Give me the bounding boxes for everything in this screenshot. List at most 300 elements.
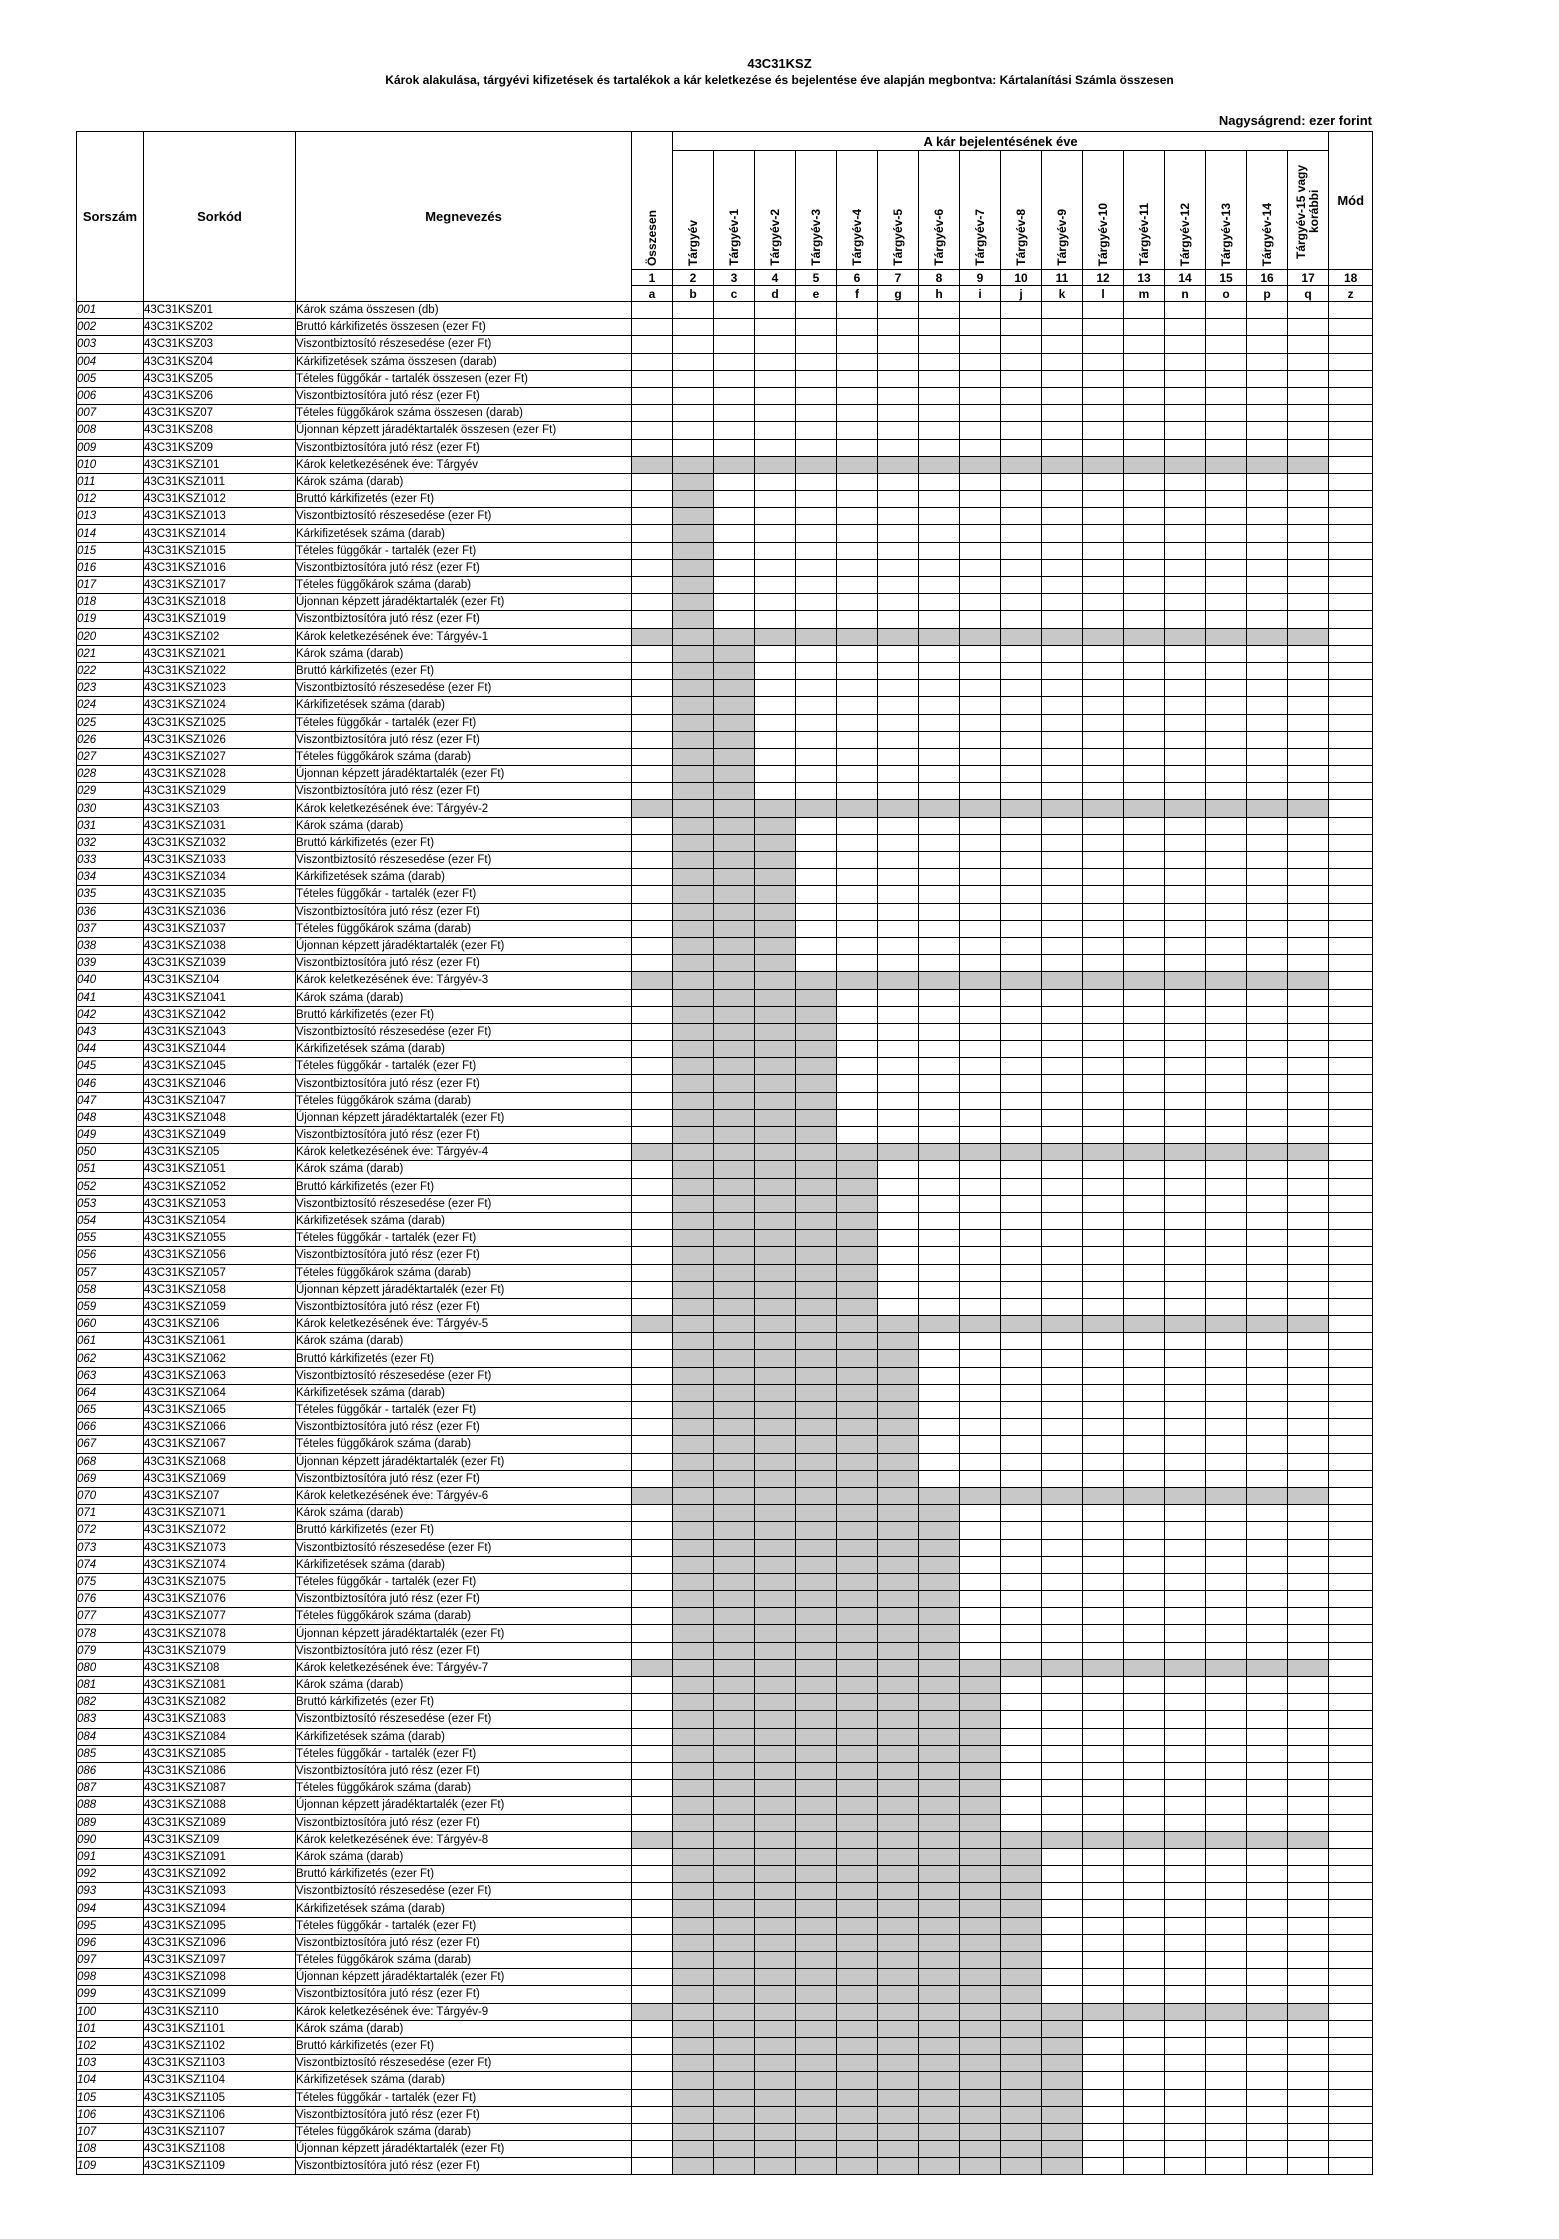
- grid-cell: [1124, 1041, 1165, 1058]
- column-letter: j: [1001, 286, 1042, 302]
- grid-cell: [1001, 542, 1042, 559]
- grid-cell: [1206, 1762, 1247, 1779]
- grid-cell: [1124, 834, 1165, 851]
- grid-cell: [1165, 920, 1206, 937]
- grid-cell: [755, 319, 796, 336]
- grid-cell: [1165, 852, 1206, 869]
- table-row: [77, 2123, 1373, 2140]
- grid-cell: [878, 611, 919, 628]
- grid-cell: [1206, 2055, 1247, 2072]
- grid-cell: [632, 972, 673, 989]
- row-number: 012: [77, 491, 144, 508]
- grid-cell: [1165, 559, 1206, 576]
- table-row: [77, 1436, 1373, 1453]
- grid-cell: [796, 1470, 837, 1487]
- column-letter: l: [1083, 286, 1124, 302]
- grid-cell: [1329, 783, 1373, 800]
- grid-cell: [919, 2089, 960, 2106]
- row-code: 43C31KSZ1104: [144, 2072, 296, 2089]
- row-name: Viszontbiztosítóra jutó rész (ezer Ft): [296, 903, 632, 920]
- grid-cell: [755, 1384, 796, 1401]
- grid-cell: [673, 336, 714, 353]
- grid-cell: [755, 1625, 796, 1642]
- grid-cell: [1288, 1144, 1329, 1161]
- grid-cell: [632, 1247, 673, 1264]
- column-number: 2: [673, 270, 714, 286]
- grid-cell: [1001, 852, 1042, 869]
- grid-cell: [878, 542, 919, 559]
- grid-cell: [632, 336, 673, 353]
- grid-cell: [1288, 1333, 1329, 1350]
- grid-cell: [837, 370, 878, 387]
- col-header-label: Tárgyév-1: [726, 209, 741, 266]
- grid-cell: [1165, 1745, 1206, 1762]
- grid-cell: [1206, 1591, 1247, 1608]
- grid-cell: [1042, 697, 1083, 714]
- grid-cell: [1042, 1453, 1083, 1470]
- grid-cell: [960, 1591, 1001, 1608]
- grid-cell: [1001, 1247, 1042, 1264]
- table-row: [77, 473, 1373, 490]
- grid-cell: [755, 1780, 796, 1797]
- grid-cell: [1001, 1831, 1042, 1848]
- grid-cell: [1329, 1195, 1373, 1212]
- grid-cell: [1206, 594, 1247, 611]
- grid-cell: [673, 1144, 714, 1161]
- grid-cell: [714, 1144, 755, 1161]
- grid-cell: [1206, 972, 1247, 989]
- grid-cell: [796, 594, 837, 611]
- table-row: [77, 1591, 1373, 1608]
- row-code: 43C31KSZ1038: [144, 937, 296, 954]
- grid-cell: [755, 1642, 796, 1659]
- grid-cell: [1124, 2123, 1165, 2140]
- grid-cell: [1083, 302, 1124, 319]
- grid-cell: [919, 1058, 960, 1075]
- grid-cell: [673, 1230, 714, 1247]
- grid-cell: [878, 937, 919, 954]
- grid-cell: [1083, 783, 1124, 800]
- grid-cell: [1165, 1144, 1206, 1161]
- grid-cell: [1247, 1367, 1288, 1384]
- grid-cell: [1247, 387, 1288, 404]
- table-row: [77, 1866, 1373, 1883]
- row-code: 43C31KSZ1109: [144, 2158, 296, 2175]
- grid-cell: [1247, 748, 1288, 765]
- grid-cell: [1206, 1023, 1247, 1040]
- col-header-label: Összesen: [644, 209, 659, 266]
- grid-cell: [837, 473, 878, 490]
- grid-cell: [1288, 1728, 1329, 1745]
- grid-cell: [1329, 1212, 1373, 1229]
- grid-cell: [1001, 2089, 1042, 2106]
- grid-cell: [632, 1384, 673, 1401]
- grid-cell: [1288, 387, 1329, 404]
- grid-cell: [1001, 680, 1042, 697]
- grid-cell: [1124, 886, 1165, 903]
- grid-cell: [1165, 714, 1206, 731]
- grid-cell: [878, 1745, 919, 1762]
- grid-cell: [1329, 1917, 1373, 1934]
- grid-cell: [755, 886, 796, 903]
- row-name: Viszontbiztosítóra jutó rész (ezer Ft): [296, 1642, 632, 1659]
- row-name: Újonnan képzett járadéktartalék (ezer Ft): [296, 766, 632, 783]
- grid-cell: [837, 748, 878, 765]
- table-row: [77, 1711, 1373, 1728]
- grid-cell: [632, 1023, 673, 1040]
- grid-cell: [1247, 302, 1288, 319]
- grid-cell: [714, 1316, 755, 1333]
- grid-cell: [1001, 439, 1042, 456]
- grid-cell: [837, 1161, 878, 1178]
- grid-cell: [1247, 2089, 1288, 2106]
- table-row: [77, 852, 1373, 869]
- grid-cell: [1329, 2089, 1373, 2106]
- grid-cell: [1329, 2055, 1373, 2072]
- grid-cell: [1001, 1556, 1042, 1573]
- grid-cell: [919, 1728, 960, 1745]
- grid-cell: [1206, 852, 1247, 869]
- grid-cell: [1329, 1934, 1373, 1951]
- grid-cell: [755, 2037, 796, 2054]
- grid-cell: [1247, 1694, 1288, 1711]
- grid-cell: [878, 1762, 919, 1779]
- grid-cell: [796, 1298, 837, 1315]
- column-number: 6: [837, 270, 878, 286]
- grid-cell: [960, 611, 1001, 628]
- grid-cell: [796, 542, 837, 559]
- grid-cell: [1247, 2158, 1288, 2175]
- grid-cell: [1083, 577, 1124, 594]
- row-code: 43C31KSZ1015: [144, 542, 296, 559]
- grid-cell: [919, 662, 960, 679]
- grid-cell: [1165, 611, 1206, 628]
- grid-cell: [960, 559, 1001, 576]
- grid-cell: [1206, 1505, 1247, 1522]
- grid-cell: [1288, 697, 1329, 714]
- grid-cell: [632, 2037, 673, 2054]
- row-number: 029: [77, 783, 144, 800]
- grid-cell: [1165, 1848, 1206, 1865]
- grid-cell: [919, 1934, 960, 1951]
- grid-cell: [1001, 1333, 1042, 1350]
- column-number: 12: [1083, 270, 1124, 286]
- grid-cell: [960, 2072, 1001, 2089]
- grid-cell: [796, 387, 837, 404]
- grid-cell: [673, 697, 714, 714]
- grid-cell: [796, 473, 837, 490]
- grid-cell: [1247, 319, 1288, 336]
- grid-cell: [1206, 731, 1247, 748]
- row-code: 43C31KSZ1035: [144, 886, 296, 903]
- grid-cell: [714, 1298, 755, 1315]
- grid-cell: [1206, 1934, 1247, 1951]
- grid-cell: [919, 1041, 960, 1058]
- grid-cell: [1206, 2003, 1247, 2020]
- grid-cell: [837, 1745, 878, 1762]
- grid-cell: [1042, 1969, 1083, 1986]
- grid-cell: [878, 783, 919, 800]
- grid-cell: [878, 731, 919, 748]
- grid-cell: [1329, 886, 1373, 903]
- grid-cell: [1247, 353, 1288, 370]
- grid-cell: [632, 1178, 673, 1195]
- col-header-label: Tárgyév-11: [1136, 203, 1151, 266]
- grid-cell: [1206, 2089, 1247, 2106]
- grid-cell: [1083, 1556, 1124, 1573]
- grid-cell: [755, 1487, 796, 1504]
- grid-cell: [1083, 1591, 1124, 1608]
- table-row: [77, 1539, 1373, 1556]
- grid-cell: [673, 1195, 714, 1212]
- grid-cell: [960, 1522, 1001, 1539]
- grid-cell: [960, 1848, 1001, 1865]
- grid-cell: [960, 1247, 1001, 1264]
- row-code: 43C31KSZ102: [144, 628, 296, 645]
- grid-cell: [919, 903, 960, 920]
- grid-cell: [1083, 1247, 1124, 1264]
- row-number: 095: [77, 1917, 144, 1934]
- grid-cell: [673, 1900, 714, 1917]
- grid-cell: [878, 2003, 919, 2020]
- grid-cell: [960, 1333, 1001, 1350]
- grid-cell: [1124, 1917, 1165, 1934]
- grid-cell: [919, 766, 960, 783]
- grid-cell: [714, 1969, 755, 1986]
- row-name: Újonnan képzett járadéktartalék (ezer Ft): [296, 1625, 632, 1642]
- grid-cell: [878, 594, 919, 611]
- grid-cell: [960, 1127, 1001, 1144]
- grid-cell: [1165, 1230, 1206, 1247]
- row-name: Újonnan képzett járadéktartalék összesen (ezer Ft): [296, 422, 632, 439]
- grid-cell: [960, 1539, 1001, 1556]
- row-number: 086: [77, 1762, 144, 1779]
- grid-cell: [1042, 542, 1083, 559]
- grid-cell: [1124, 508, 1165, 525]
- grid-cell: [1165, 491, 1206, 508]
- grid-cell: [714, 1453, 755, 1470]
- row-name: Viszontbiztosítóra jutó rész (ezer Ft): [296, 387, 632, 404]
- grid-cell: [632, 2106, 673, 2123]
- grid-cell: [1001, 1694, 1042, 1711]
- grid-cell: [755, 336, 796, 353]
- grid-cell: [1042, 1178, 1083, 1195]
- grid-cell: [1165, 645, 1206, 662]
- grid-cell: [796, 319, 837, 336]
- row-name: Károk keletkezésének éve: Tárgyév-7: [296, 1659, 632, 1676]
- row-number: 057: [77, 1264, 144, 1281]
- grid-cell: [878, 370, 919, 387]
- row-number: 032: [77, 834, 144, 851]
- grid-cell: [714, 1934, 755, 1951]
- grid-cell: [1247, 1848, 1288, 1865]
- grid-cell: [1165, 1728, 1206, 1745]
- grid-cell: [1165, 748, 1206, 765]
- grid-cell: [632, 1161, 673, 1178]
- grid-cell: [1247, 1350, 1288, 1367]
- grid-cell: [755, 1367, 796, 1384]
- table-row: [77, 2037, 1373, 2054]
- grid-cell: [1124, 1212, 1165, 1229]
- grid-cell: [1165, 834, 1206, 851]
- grid-cell: [919, 353, 960, 370]
- grid-cell: [1206, 456, 1247, 473]
- grid-cell: [837, 1419, 878, 1436]
- grid-cell: [1247, 1264, 1288, 1281]
- grid-cell: [1288, 1677, 1329, 1694]
- grid-cell: [1083, 1453, 1124, 1470]
- grid-cell: [1165, 2089, 1206, 2106]
- grid-cell: [714, 1281, 755, 1298]
- grid-cell: [1247, 491, 1288, 508]
- grid-cell: [796, 1952, 837, 1969]
- grid-cell: [1165, 439, 1206, 456]
- grid-cell: [1165, 1419, 1206, 1436]
- grid-cell: [1288, 1384, 1329, 1401]
- grid-cell: [1042, 1539, 1083, 1556]
- grid-cell: [673, 559, 714, 576]
- grid-cell: [878, 525, 919, 542]
- grid-cell: [714, 903, 755, 920]
- grid-cell: [878, 1848, 919, 1865]
- grid-cell: [1165, 2055, 1206, 2072]
- col-header-year: [960, 151, 1001, 270]
- grid-cell: [1042, 1058, 1083, 1075]
- grid-cell: [1042, 405, 1083, 422]
- grid-cell: [1042, 387, 1083, 404]
- grid-cell: [1001, 1436, 1042, 1453]
- grid-cell: [837, 1625, 878, 1642]
- grid-cell: [960, 1298, 1001, 1315]
- grid-cell: [919, 1814, 960, 1831]
- row-number: 076: [77, 1591, 144, 1608]
- row-code: 43C31KSZ1026: [144, 731, 296, 748]
- grid-cell: [1124, 817, 1165, 834]
- row-code: 43C31KSZ1047: [144, 1092, 296, 1109]
- grid-cell: [1083, 1402, 1124, 1419]
- grid-cell: [919, 456, 960, 473]
- grid-cell: [878, 1023, 919, 1040]
- grid-cell: [1042, 1866, 1083, 1883]
- grid-cell: [1288, 1075, 1329, 1092]
- grid-cell: [1288, 1866, 1329, 1883]
- grid-cell: [1042, 1470, 1083, 1487]
- column-number: 3: [714, 270, 755, 286]
- grid-cell: [673, 577, 714, 594]
- grid-cell: [714, 852, 755, 869]
- grid-cell: [878, 1934, 919, 1951]
- grid-cell: [1206, 1952, 1247, 1969]
- grid-cell: [714, 1058, 755, 1075]
- grid-cell: [1329, 1023, 1373, 1040]
- grid-cell: [1124, 1934, 1165, 1951]
- grid-cell: [1288, 1762, 1329, 1779]
- table-row: [77, 1986, 1373, 2003]
- grid-cell: [673, 1419, 714, 1436]
- grid-cell: [632, 387, 673, 404]
- row-number: 068: [77, 1453, 144, 1470]
- grid-cell: [878, 834, 919, 851]
- grid-cell: [837, 525, 878, 542]
- grid-cell: [960, 2089, 1001, 2106]
- grid-cell: [919, 1161, 960, 1178]
- grid-cell: [1329, 1762, 1373, 1779]
- grid-cell: [878, 1195, 919, 1212]
- grid-cell: [1083, 319, 1124, 336]
- grid-cell: [632, 1591, 673, 1608]
- row-code: 43C31KSZ1031: [144, 817, 296, 834]
- col-header-sorkod: Sorkód: [144, 132, 296, 302]
- grid-cell: [1206, 1419, 1247, 1436]
- grid-cell: [673, 1402, 714, 1419]
- grid-cell: [1206, 1848, 1247, 1865]
- grid-cell: [1042, 1917, 1083, 1934]
- table-row: [77, 714, 1373, 731]
- row-name: Viszontbiztosítóra jutó rész (ezer Ft): [296, 783, 632, 800]
- table-row: [77, 886, 1373, 903]
- grid-cell: [673, 1247, 714, 1264]
- grid-cell: [1165, 783, 1206, 800]
- grid-cell: [1083, 1900, 1124, 1917]
- grid-cell: [960, 1281, 1001, 1298]
- grid-cell: [1206, 387, 1247, 404]
- table-row: [77, 2072, 1373, 2089]
- grid-cell: [1124, 1127, 1165, 1144]
- grid-cell: [714, 989, 755, 1006]
- grid-cell: [878, 1436, 919, 1453]
- grid-cell: [878, 1333, 919, 1350]
- grid-cell: [1288, 886, 1329, 903]
- grid-cell: [1247, 1487, 1288, 1504]
- grid-cell: [1083, 1986, 1124, 2003]
- row-code: 43C31KSZ1041: [144, 989, 296, 1006]
- grid-cell: [1329, 525, 1373, 542]
- grid-cell: [837, 886, 878, 903]
- grid-cell: [796, 577, 837, 594]
- row-name: Tételes függőkárok száma (darab): [296, 2123, 632, 2140]
- grid-cell: [878, 1367, 919, 1384]
- grid-cell: [1165, 405, 1206, 422]
- grid-cell: [960, 1161, 1001, 1178]
- grid-cell: [1083, 1745, 1124, 1762]
- grid-cell: [1288, 1161, 1329, 1178]
- grid-cell: [714, 319, 755, 336]
- grid-cell: [919, 422, 960, 439]
- grid-cell: [755, 491, 796, 508]
- grid-cell: [1165, 869, 1206, 886]
- grid-cell: [1042, 1281, 1083, 1298]
- grid-cell: [878, 1109, 919, 1126]
- grid-cell: [1001, 1127, 1042, 1144]
- table-row: [77, 800, 1373, 817]
- grid-cell: [1206, 1883, 1247, 1900]
- table-row: [77, 1350, 1373, 1367]
- grid-cell: [1329, 1814, 1373, 1831]
- grid-cell: [837, 1608, 878, 1625]
- grid-cell: [755, 1677, 796, 1694]
- grid-cell: [919, 1745, 960, 1762]
- grid-cell: [632, 473, 673, 490]
- grid-cell: [796, 731, 837, 748]
- row-number: 071: [77, 1505, 144, 1522]
- grid-cell: [837, 920, 878, 937]
- grid-cell: [960, 405, 1001, 422]
- grid-cell: [1329, 1659, 1373, 1676]
- row-number: 001: [77, 302, 144, 319]
- row-code: 43C31KSZ08: [144, 422, 296, 439]
- row-code: 43C31KSZ1019: [144, 611, 296, 628]
- grid-cell: [837, 611, 878, 628]
